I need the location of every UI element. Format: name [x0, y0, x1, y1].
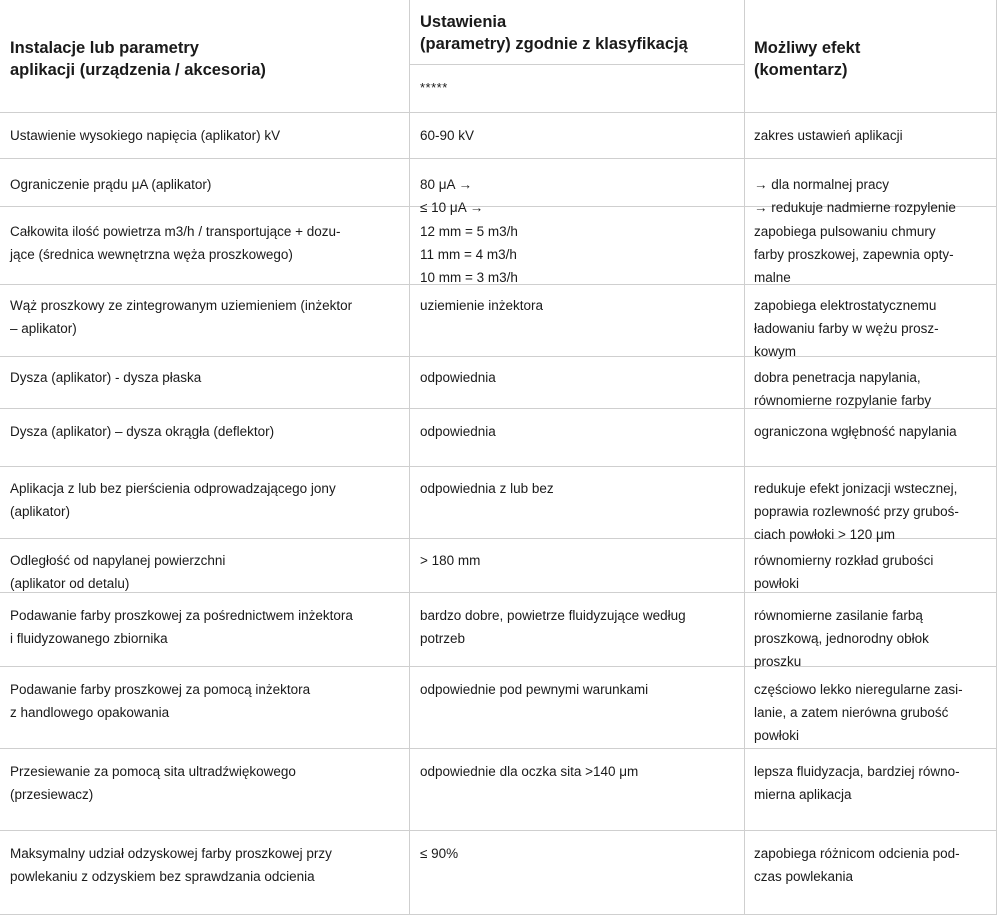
row-7-setting: odpowiednia z lub bez: [420, 481, 554, 496]
row-4-parameter: Wąż proszkowy ze zintegrowanym uziemieniem (inżektor – aplikator): [10, 298, 353, 336]
row-4-setting: uziemienie inżektora: [420, 298, 544, 313]
row-3-effect: zapobiega pulsowaniu chmury farby proszkowej, zapewnia opty- malne: [754, 224, 954, 285]
row-6-effect: ograniczona wgłębność napylania: [754, 424, 957, 439]
row-5-parameter: Dysza (aplikator) - dysza płaska: [10, 370, 202, 385]
table-bottom-border: [0, 914, 997, 915]
row-divider: [0, 466, 997, 467]
row-6-parameter: Dysza (aplikator) – dysza okrągła (deflektor): [10, 424, 275, 439]
row-1-setting: 60-90 kV: [420, 128, 475, 143]
row-2-parameter: Ograniczenie prądu μA (aplikator): [10, 177, 212, 192]
row-2-setting: 80 μA → ≤ 10 μA →: [420, 177, 484, 215]
row-12-setting: ≤ 90%: [420, 846, 459, 861]
header-col-parameters: Instalacje lub parametry aplikacji (urządzenia / akcesoria): [10, 39, 266, 79]
row-divider: [0, 158, 997, 159]
row-5-effect: dobra penetracja napylania, równomierne rozpylanie farby: [754, 370, 932, 408]
row-11-setting: odpowiednie dla oczka sita >140 μm: [420, 764, 639, 779]
row-12-parameter: Maksymalny udział odzyskowej farby proszkowej przy powlekaniu z odzyskiem bez sprawdzania odcienia: [10, 846, 332, 884]
row-2-effect: → dla normalnej pracy → redukuje nadmierne rozpylenie: [754, 177, 956, 215]
header-col-effect: Możliwy efekt (komentarz): [754, 39, 861, 79]
row-divider: [0, 830, 997, 831]
header-col-settings: Ustawienia (parametry) zgodnie z klasyfikacją: [420, 13, 688, 53]
row-9-parameter: Podawanie farby proszkowej za pośrednictwem inżektora i fluidyzowanego zbiornika: [10, 608, 353, 646]
row-divider: [0, 112, 997, 113]
table-right-border: [996, 0, 997, 915]
row-7-effect: redukuje efekt jonizacji wstecznej, poprawia rozlewność przy gruboś- ciach powłoki > 120 μm: [754, 481, 959, 542]
row-5-setting: odpowiednia: [420, 370, 496, 385]
row-6-setting: odpowiednia: [420, 424, 496, 439]
row-1-effect: zakres ustawień aplikacji: [754, 128, 903, 143]
row-4-effect: zapobiega elektrostatycznemu ładowaniu farby w wężu prosz- kowym: [754, 298, 939, 359]
row-8-parameter: Odległość od napylanej powierzchni (aplikator od detalu): [10, 553, 226, 591]
row-8-setting: > 180 mm: [420, 553, 481, 568]
row-7-parameter: Aplikacja z lub bez pierścienia odprowadzającego jony (aplikator): [10, 481, 336, 519]
row-10-setting: odpowiednie pod pewnymi warunkami: [420, 682, 649, 697]
row-3-parameter: Całkowita ilość powietrza m3/h / transportujące + dozu- jące (średnica wewnętrzna węża proszkowego): [10, 224, 341, 262]
row-9-effect: równomierne zasilanie farbą proszkową, jednorodny obłok proszku: [754, 608, 929, 669]
column-divider: [744, 0, 745, 915]
header-classification-stars: *****: [420, 80, 448, 95]
row-10-parameter: Podawanie farby proszkowej za pomocą inżektora z handlowego opakowania: [10, 682, 311, 720]
row-11-effect: lepsza fluidyzacja, bardziej równo- mierna aplikacja: [754, 764, 960, 802]
row-1-parameter: Ustawienie wysokiego napięcia (aplikator) kV: [10, 128, 281, 143]
row-11-parameter: Przesiewanie za pomocą sita ultradźwiękowego (przesiewacz): [10, 764, 296, 802]
column-divider: [409, 0, 410, 915]
header-subdivider: [410, 64, 744, 65]
row-8-effect: równomierny rozkład grubości powłoki: [754, 553, 934, 591]
row-divider: [0, 748, 997, 749]
row-9-setting: bardzo dobre, powietrze fluidyzujące według potrzeb: [420, 608, 686, 646]
row-3-setting: 12 mm = 5 m3/h 11 mm = 4 m3/h 10 mm = 3 m3/h: [420, 224, 518, 285]
row-10-effect: częściowo lekko nieregularne zasi- lanie, a zatem nierówna grubość powłoki: [754, 682, 963, 743]
row-12-effect: zapobiega różnicom odcienia pod- czas powlekania: [754, 846, 960, 884]
